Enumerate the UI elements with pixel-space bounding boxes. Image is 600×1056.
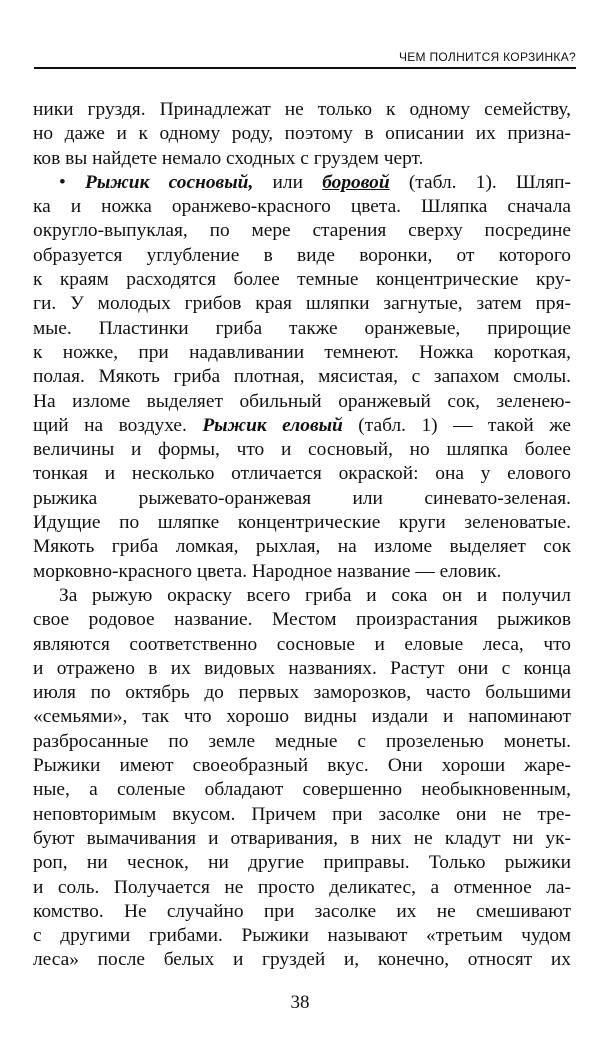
text-line <box>33 171 571 195</box>
text-line: являются соответственно сосновые и еловые леса, что <box>33 633 571 655</box>
term-pine-ryzhik: Рыжик сосновый, <box>85 171 254 193</box>
text-line: разбросанные по земле медные с прозеленью монеты. <box>33 730 571 752</box>
text-line: июля по октябрь до первых заморозков, часто большими <box>33 682 571 704</box>
text-line: но даже и к одному роду, поэтому в описании их призна- <box>33 123 571 145</box>
text-line: буют вымачивания и отваривания, в них не кладут ни ук- <box>33 827 571 849</box>
text-line: На изломе выделяет обильный оранжевый сок, зеленею- <box>33 390 571 412</box>
text-line: За рыжую окраску всего гриба и сока он и получил <box>59 584 571 606</box>
text-line: роп, ни чеснок, ни другие приправы. Только рыжики <box>33 852 571 874</box>
text-line: и соль. Получается не просто деликатес, а отменное ла- <box>33 876 571 898</box>
text-line: с другими грибами. Рыжики называют «третьим чудом <box>33 925 571 947</box>
page-number: 38 <box>290 992 310 1013</box>
line-rest: (табл. 1) — такой же <box>342 414 571 436</box>
bullet-marker: • <box>59 171 66 193</box>
text-line: тонкая и несколько отличается окраской: она у елового <box>33 463 571 485</box>
text-line: Рыжики имеют своеобразный вкус. Они хороши жаре- <box>33 755 571 777</box>
text-line: ка и ножка оранжево-красного цвета. Шляпка сначала <box>33 196 571 218</box>
text-line: образуется углубление в виде воронки, от которого <box>33 244 571 266</box>
text-line: ные, а соленые обладают совершенно необыкновенным, <box>33 779 571 801</box>
text-line: полая. Мякоть гриба плотная, мясистая, с запахом смолы. <box>33 366 571 388</box>
text-line: «семьями», так что хорошо видны издали и напоминают <box>33 706 571 728</box>
text-line: мые. Пластинки гриба также оранжевые, прирощие <box>33 317 571 339</box>
text-line: неповторимым вкусом. Причем при засолке они не тре- <box>33 803 571 825</box>
running-title: ЧЕМ ПОЛНИТСЯ КОРЗИНКА? <box>398 50 576 64</box>
text-line: леса» после белых и груздей и, конечно, относят их <box>33 949 571 971</box>
text-line: рыжика рыжевато-оранжевая или синевато-зеленая. <box>33 487 571 509</box>
term-borovoy: боровой <box>322 171 390 193</box>
text-line: ги. У молодых грибов края шляпки загнутые, затем пря- <box>33 293 571 315</box>
text-line: ники груздя. Принадлежат не только к одному семейству, <box>33 99 571 120</box>
or-word: или <box>253 171 323 193</box>
term-spruce-ryzhik: Рыжик еловый <box>202 414 343 436</box>
text-line: Мякоть гриба ломкая, рыхлая, на изломе выделяет сок <box>33 536 571 558</box>
running-head <box>34 50 576 69</box>
text-line: свое родовое название. Местом произрастания рыжиков <box>33 609 571 631</box>
text-line: Идущие по шляпке концентрические круги зеленоватые. <box>33 512 571 534</box>
text-line: и отражено в их видовых названиях. Растут они с конца <box>33 657 571 679</box>
page-text <box>33 98 571 973</box>
text-line <box>33 414 571 438</box>
text-line: к ножке, при надавливании темнеют. Ножка короткая, <box>33 341 571 363</box>
text-line: морковно-красного цвета. Народное название — еловик. <box>33 560 502 582</box>
text-line: округло-выпуклая, по мере старения сверху посредине <box>33 220 571 242</box>
text-line: ков вы найдете немало сходных с груздем черт. <box>33 147 424 169</box>
line-rest: (табл. 1). Шляп- <box>389 171 571 193</box>
line-start: щий на воздухе. <box>33 414 203 436</box>
text-line: комство. Не случайно при засолке их не смешивают <box>33 900 571 922</box>
text-line: к краям расходятся более темные концентрические кру- <box>33 269 571 291</box>
text-line: величины и формы, что и сосновый, но шляпка более <box>33 439 571 461</box>
